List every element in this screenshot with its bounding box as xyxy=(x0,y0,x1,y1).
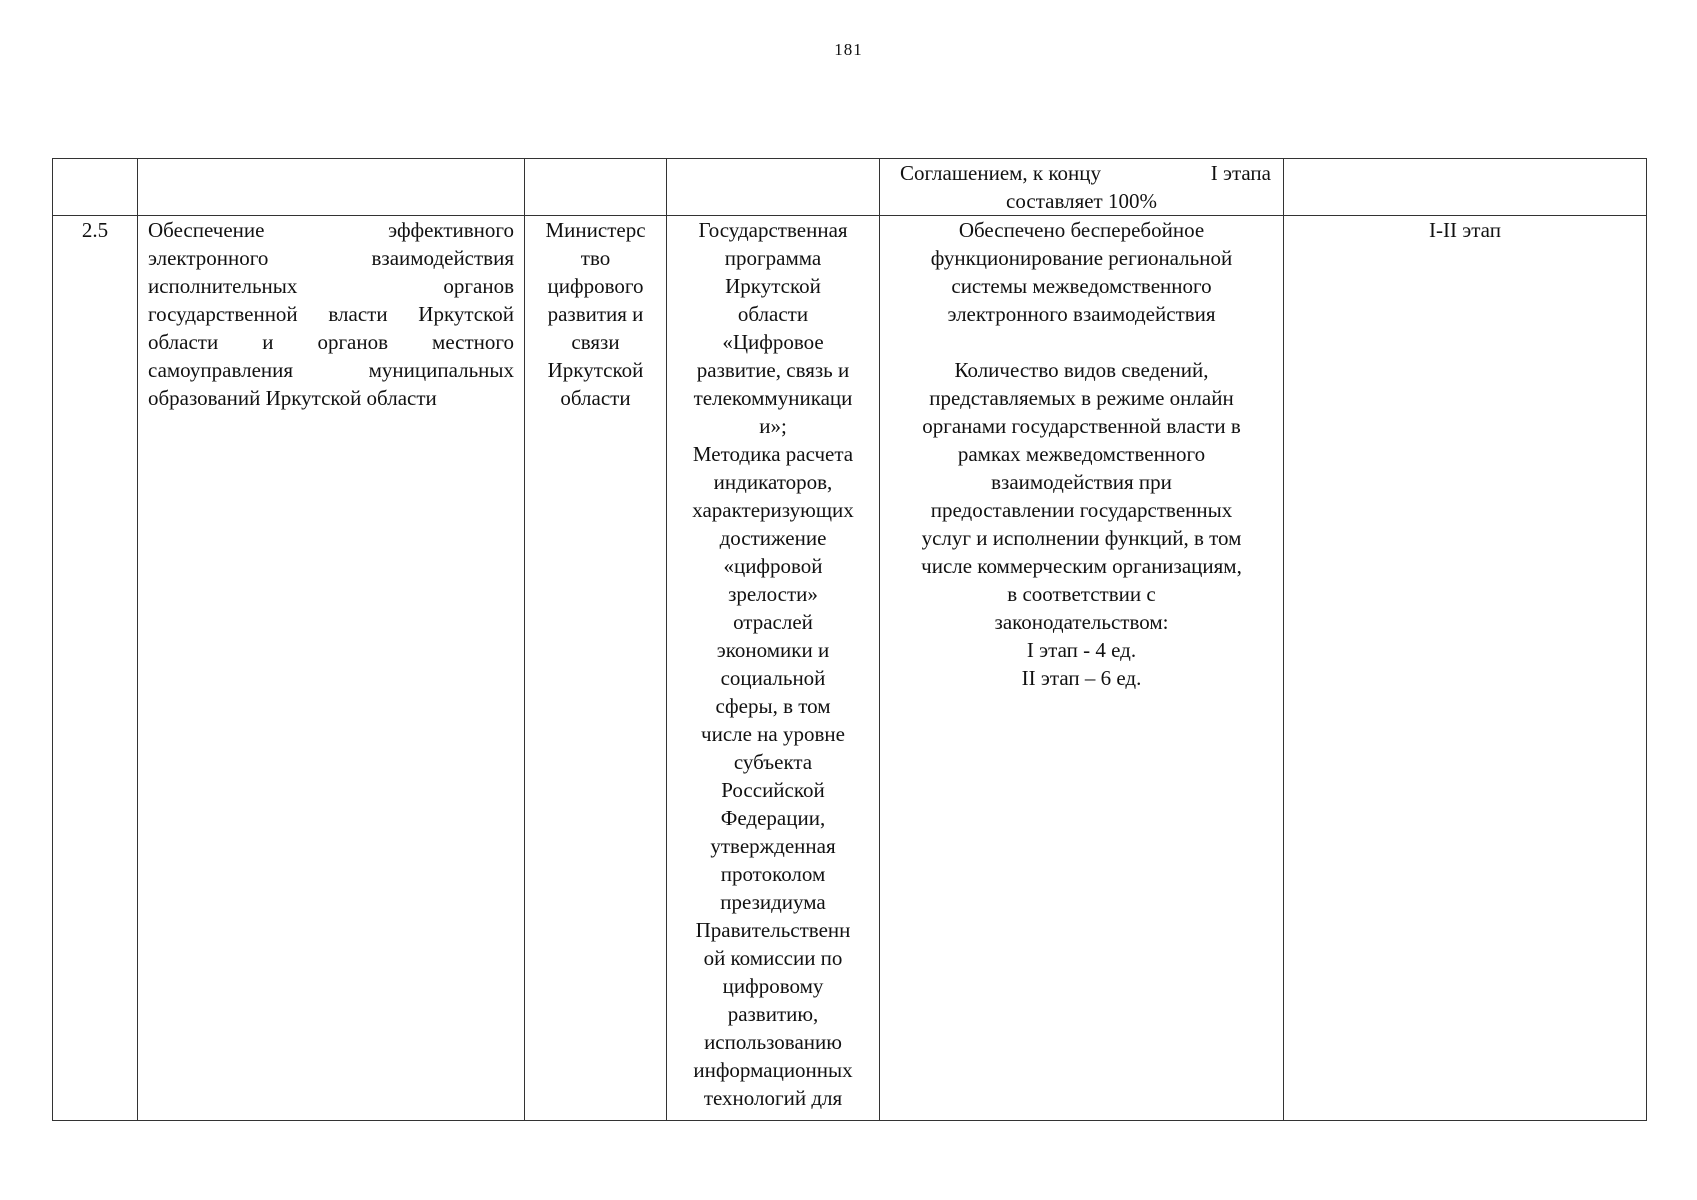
result-block-2 xyxy=(880,356,1283,692)
cell-number-empty xyxy=(53,159,138,216)
continued-text-left: Соглашением, к концу xyxy=(900,161,1101,185)
page-number: 181 xyxy=(834,40,863,59)
stage-text: I-II этап xyxy=(1429,218,1501,242)
basis-line: «Цифровое xyxy=(722,330,824,354)
basis-line: цифровому xyxy=(722,974,824,998)
responsible-line: Иркутской xyxy=(547,358,644,382)
basis-line: Методика расчета xyxy=(692,442,854,466)
cell-row-number xyxy=(53,216,138,1121)
basis-line: области xyxy=(737,302,809,326)
cell-stage xyxy=(1284,216,1647,1121)
basis-line: зрелости» xyxy=(728,582,818,606)
result-line: Обеспечено бесперебойное xyxy=(958,218,1205,242)
continued-text-line2: составляет 100% xyxy=(1006,189,1157,213)
result-line: функционирование региональной xyxy=(930,246,1233,270)
event-line: образований Иркутской области xyxy=(148,386,437,410)
basis-line: индикаторов, xyxy=(713,470,833,494)
responsible-line: связи xyxy=(571,330,620,354)
responsible-line: области xyxy=(560,386,631,410)
cell-basis xyxy=(667,216,880,1121)
cell-event xyxy=(138,216,525,1121)
cell-responsible xyxy=(525,216,667,1121)
cell-basis-empty xyxy=(667,159,880,216)
row-number: 2.5 xyxy=(81,218,109,242)
continued-text-right: I этапа xyxy=(1210,161,1271,185)
table-row-2-5 xyxy=(53,216,1647,1121)
result-line: числе коммерческим организациям, xyxy=(921,554,1242,578)
responsible-line: тво xyxy=(580,246,611,270)
basis-line: развитию, xyxy=(727,1002,819,1026)
cell-event-empty xyxy=(138,159,525,216)
basis-line: Государственная xyxy=(698,218,848,242)
basis-line: технологий для xyxy=(703,1086,843,1110)
basis-line: и»; xyxy=(759,414,787,438)
basis-line: экономики и xyxy=(716,638,830,662)
basis-line: отраслей xyxy=(733,610,813,634)
event-line: электронного взаимодействия xyxy=(148,246,514,270)
basis-text xyxy=(667,216,879,1112)
responsible-line: Министерс xyxy=(545,218,646,242)
event-line: Обеспечение эффективного xyxy=(148,218,514,242)
basis-line: протоколом xyxy=(720,862,826,886)
event-line: исполнительных органов xyxy=(148,274,514,298)
basis-line: Правительственн xyxy=(695,918,851,942)
cell-result xyxy=(880,216,1284,1121)
basis-line: субъекта xyxy=(733,750,813,774)
result-block-1 xyxy=(880,216,1283,328)
basis-line: Иркутской xyxy=(725,274,821,298)
result-line: представляемых в режиме онлайн xyxy=(929,386,1234,410)
event-line: области и органов местного xyxy=(148,330,514,354)
basis-line: числе на уровне xyxy=(701,722,845,746)
basis-line: сферы, в том xyxy=(715,694,831,718)
responsible-line: цифрового xyxy=(547,274,644,298)
event-line: государственной власти Иркутской xyxy=(148,302,514,326)
basis-line: президиума xyxy=(720,890,826,914)
result-line: услуг и исполнении функций, в том xyxy=(921,526,1242,550)
table-row-continued xyxy=(53,159,1647,216)
basis-line: утвержденная xyxy=(710,834,836,858)
result-line: системы межведомственного xyxy=(951,274,1212,298)
result-line: электронного взаимодействия xyxy=(947,302,1216,326)
basis-line: развитие, связь и xyxy=(696,358,850,382)
basis-line: достижение xyxy=(719,526,827,550)
result-line: органами государственной власти в xyxy=(922,414,1241,438)
basis-line: «цифровой xyxy=(723,554,823,578)
responsible-line: развития и xyxy=(547,302,644,326)
cell-responsible-empty xyxy=(525,159,667,216)
cell-result-continued xyxy=(880,159,1284,216)
basis-line: социальной xyxy=(720,666,826,690)
result-line: взаимодействия при xyxy=(991,470,1172,494)
cell-stage-empty xyxy=(1284,159,1647,216)
basis-line: Федерации, xyxy=(720,806,826,830)
responsible-text xyxy=(525,216,666,412)
basis-line: информационных xyxy=(693,1058,853,1082)
result-line: I этап - 4 ед. xyxy=(1026,638,1137,662)
basis-line: Российской xyxy=(721,778,825,802)
basis-line: ой комиссии по xyxy=(703,946,843,970)
event-text xyxy=(138,216,524,412)
result-line: рамках межведомственного xyxy=(957,442,1206,466)
basis-line: характеризующих xyxy=(692,498,854,522)
result-line: Количество видов сведений, xyxy=(954,358,1209,382)
result-line: в соответствии с xyxy=(1007,582,1156,606)
result-line: II этап – 6 ед. xyxy=(1021,666,1142,690)
basis-line: программа xyxy=(724,246,822,270)
basis-line: использованию xyxy=(704,1030,842,1054)
result-gap xyxy=(880,328,1283,356)
document-table xyxy=(52,158,1647,1121)
event-line: самоуправления муниципальных xyxy=(148,358,514,382)
result-line: законодательством: xyxy=(994,610,1169,634)
result-line: предоставлении государственных xyxy=(930,498,1233,522)
basis-line: телекоммуникаци xyxy=(693,386,853,410)
